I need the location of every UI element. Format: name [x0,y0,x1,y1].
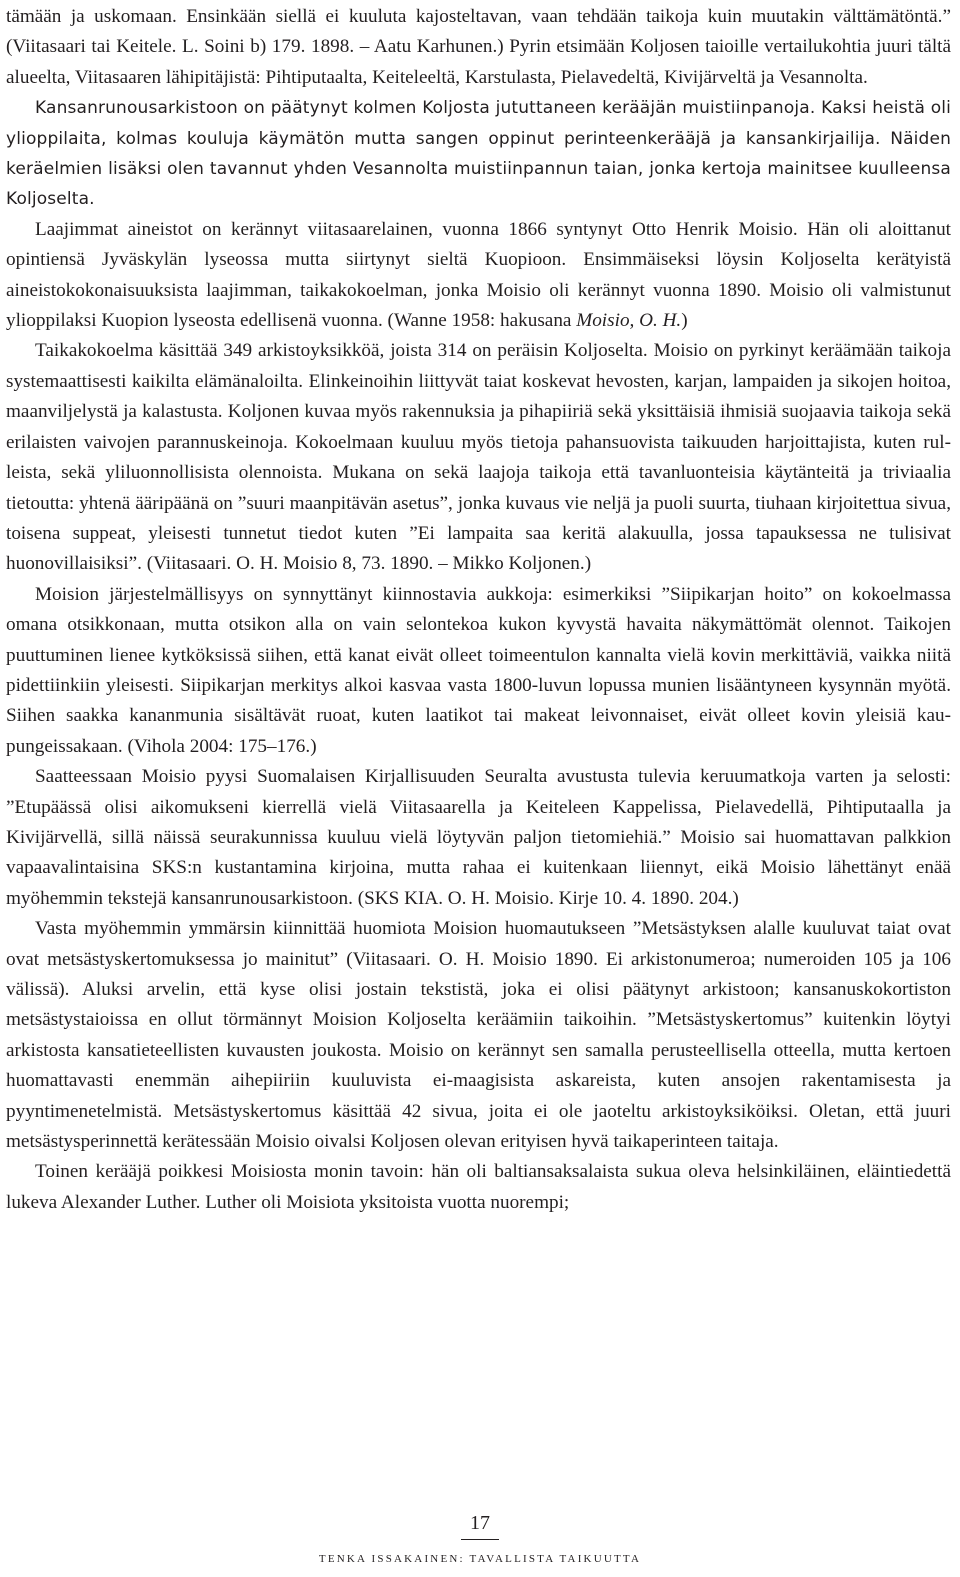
paragraph: Taikakokoelma käsittää 349 arkistoyksikköä, joista 314 on peräisin Koljoselta. Moisio on pyrkinyt keräämään taikoja systemaattisesti kaikilta elämänaloilta. Elinkeinoihin liittyvät taiat koskevat hevosten, karjan, lampaiden ja sikojen hoitoa, maanviljelystä ja kalastusta. Koljonen kuvaa myös rakennuksia ja pihapiiriä sekä yksittäisiä ihmisiä suojaavia taikoja sekä erilaisten vaivojen parannuskeinoja. Kokoelmaan kuuluu myös tietoja pahansuovista taikuuden harjoittajista, kuten rulleista, sekä yliluonnollisista olennoista. Mukana on sekä laajoja taikoja että tavanluonteisia käytänteitä ja triviaalia tietoutta: yhtenä ääripäänä on ”suuri maanpitävän asetus”, jonka kuvaus vie neljä ja puoli suurta, tiuhaan kirjoitettua sivua, toisena suppeat, yleisesti tunnetut tiedot kuten ”Ei lampaita saa keritä alakuulla, jossa tapauksessa ne tulisivat huonovillaisiksi”. (Viitasaari. O. H. Moisio 8, 73. 1890. – Mikko Koljonen.) [6,340,951,575]
footer-divider [461,1539,499,1540]
paragraph: Toinen kerääjä poikkesi Moisiosta monin tavoin: hän oli baltiansaksalaista sukua oleva helsinkiläinen, eläintiedettä lukeva Alexander Luther. Luther oli Moisiota yksitoista vuotta nuorempi; [6,1161,951,1213]
paragraph [6,215,951,337]
paragraph: Moision järjestelmällisyys on synnyttänyt kiinnostavia aukkoja: esimerkiksi ”Siipikarjan hoito” on kokoelmassa omana otsikkonaan, mutta otsikon alla on vain selontekoa kukon kyvystä havaita näkymättömät olennot. Taikojen puuttuminen lienee kytköksissä siihen, että kanat eivät olleet toimeentulon kannalta vielä kovin merkittäviä, vaikka niitä pidettiinkiin yleisesti. Siipikarjan merkitys alkoi kasvaa vasta 1800-luvun lopussa munien lisääntyneen kysynnän myötä. Siihen saakka kananmunia sisältävät ruoat, kuten laatikot tai makeat leivonnaiset, eivät olleet kovin yleisiä kaupungeissakaan. (Vihola 2004: 175–176.) [6,583,951,757]
italic-citation: Moisio, O. H. [576,310,682,332]
page-footer [0,1510,960,1565]
paragraph: Kansanrunousarkistoon on päätynyt kolmen Koljosta jututtaneen kerääjän muistiinpanoja. Kaksi heistä oli ylioppilaita, kolmas kouluja käymätön mutta sangen oppinut perinteenkerääjä ja kansankirjailija. Näiden keräelmien lisäksi olen tavannut yhden Vesannolta muistiinpannun taian, jonka kertoja mainitsee kuulleensa Koljoselta. [6,98,951,210]
paragraph-text: Laajimmat aineistot on kerännyt viitasaarelainen, vuonna 1866 syntynyt Otto Henrik Moisio. Hän oli aloittanut opintiensä Jyväskylän lyseossa mutta siirtynyt sieltä Kuopioon. Ensimmäiseksi löysin Koljoselta kerätyistä aineistokokonaisuuksista laajimman, taikakokoelman, jonka Moisio oli kerännyt vuonna 1890. Moisio oli valmistunut ylioppilaksi Kuopion lyseosta edellisenä vuonna. (Wanne 1958: hakusana [6,218,951,332]
running-footer: TENKA ISSAKAINEN: TAVALLISTA TAIKUUTTA [318,1553,642,1565]
page-number: 17 [470,1512,490,1534]
paragraph: tämään ja uskomaan. Ensinkään siellä ei kuuluta kajosteltavan, vaan tehdään taikoja kuin muutakin välttämätöntä.” (Viitasaari tai Keitele. L. Soini b) 179. 1898. – Aatu Karhunen.) Pyrin etsimään Koljosen taioille vertailukohtia juuri tältä alueelta, Viitasaaren lähipitäjistä: Pihtiputaalta, Keiteleeltä, Karstulasta, Pielavedeltä, Kivijärveltä ja Vesannolta. [6,6,951,88]
paragraph-text: ) [681,310,688,332]
page-body [6,0,951,1218]
paragraph: Saatteessaan Moisio pyysi Suomalaisen Kirjallisuuden Seuralta avustusta tulevia keruumatkoja varten ja selosti: ”Etupäässä olisi aikomukseni kierrellä vielä Viitasaarella ja Keiteleen Kappelissa, Pielavedellä, Pihtiputaalla ja Kivijärvellä, sillä näissä seurakunnissa kuuluu vielä löytyvän paljon tietomiehiä.” Moisio sai huomattavan palkkion vapaavalintaisina SKS:n kustantamina kirjoina, mutta rahaa ei kuitenkaan liiennyt, eikä Moisio lähettänyt enää myöhemmin tekstejä kansanrunousarkistoon. (SKS KIA. O. H. Moisio. Kirje 10. 4. 1890. 204.) [6,766,951,909]
paragraph: Vasta myöhemmin ymmärsin kiinnittää huomiota Moision huomautukseen ”Metsästyksen alalle kuuluvat taiat ovat ovat metsästyskertomuksessa jo mainitut” (Viitasaari. O. H. Moisio 1890. Ei arkistonumeroa; numeroiden 105 ja 106 välissä). Aluksi arvelin, että kyse olisi jostain tekstistä, joka ei olisi päätynyt arkistoon; kansanuskokortiston metsästystaioissa en ollut törmännyt Moision Koljoselta keräämiin taikoihin. ”Metsästyskertomus” kuitenkin löytyi arkistosta kansatieteellisten kuvausten joukosta. Moisio on kerännyt sen samalla perusteellisella otteella, mutta kertoen huomattavasti enemmän aihepiiriin kuuluvista ei-maagisista askareista, kuten ansojen rakentamisesta ja pyyntimenetelmistä. Metsästyskertomus käsittää 42 sivua, joita ei ole jaoteltu arkistoyksiköiksi. Oletan, että juuri metsästysperinnettä kerätessään Moisio oivalsi Koljosen olevan erityisen hyvä taikaperinteen taitaja. [6,918,951,1153]
